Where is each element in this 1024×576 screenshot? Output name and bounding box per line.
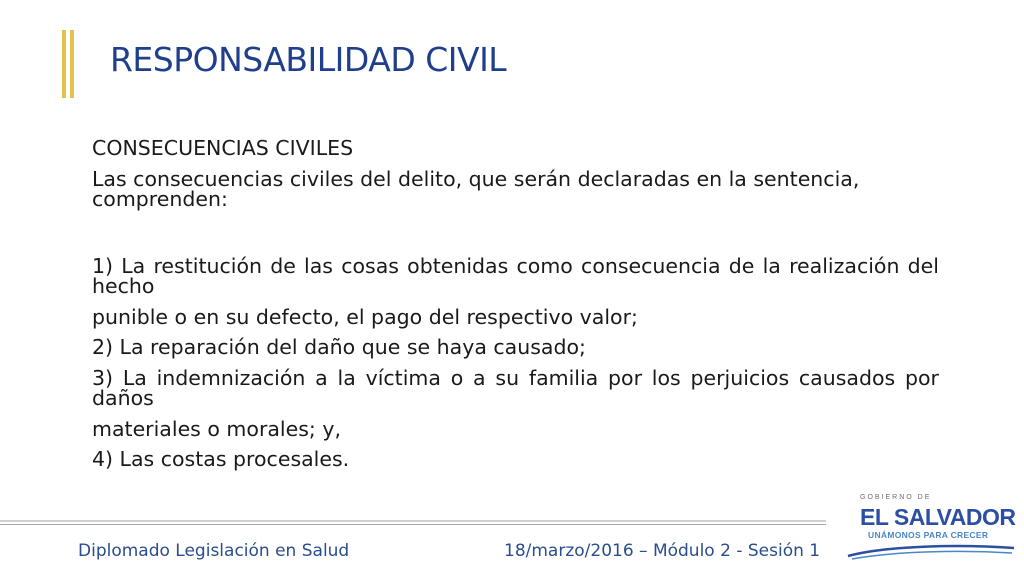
list-item: materiales o morales; y, [92,416,341,441]
slide-content [92,134,939,480]
logo-country-name: EL SALVADOR [860,504,1016,530]
list-item: 2) La reparación del daño que se haya causado; [92,335,586,359]
logo-slogan: UNÁMONOS PARA CRECER [868,530,989,540]
list-item: punible o en su defecto, el pago del respectivo valor; [92,304,638,329]
accent-bar-left [62,30,66,98]
list-item: 4) Las costas procesales. [92,447,350,471]
footer-session: 18/marzo/2016 – Módulo 2 - Sesión 1 [504,541,821,561]
el-salvador-logo [846,494,1016,560]
section-subheading: CONSECUENCIAS CIVILES [92,136,354,160]
accent-bar-right [70,30,74,98]
divider-line [0,524,826,525]
list-item: 3) La indemnización a la víctima o a su familia por los perjuicios causados por daños [92,365,939,410]
list-item: 1) La restitución de las cosas obtenidas como consecuencia de la realización del hecho [92,253,939,298]
slide-title: RESPONSABILIDAD CIVIL [110,40,507,79]
spacer [92,220,939,256]
divider-line [0,520,826,522]
footer-course: Diplomado Legislación en Salud [78,541,350,561]
logo-swoosh-icon [846,538,1016,560]
intro-paragraph: Las consecuencias civiles del delito, que serán declaradas en la sentencia, comprenden: [92,166,860,211]
logo-top-text: GOBIERNO DE [860,494,932,501]
title-accent-bars [62,30,76,98]
